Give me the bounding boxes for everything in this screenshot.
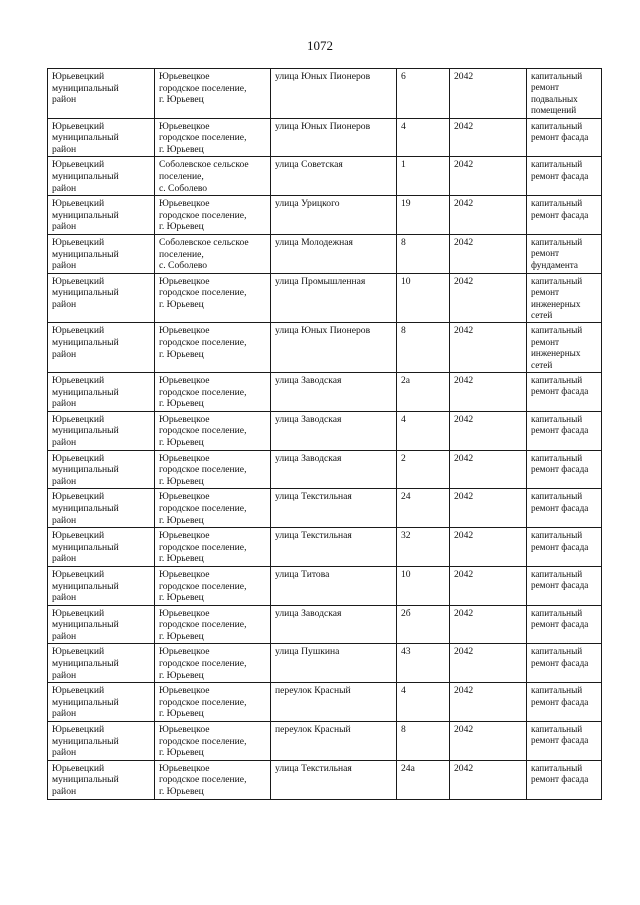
year-cell: 2042 (450, 273, 527, 323)
work-type-cell: капитальный ремонт фасада (527, 605, 602, 644)
year-cell: 2042 (450, 373, 527, 412)
work-type-cell: капитальный ремонт фасада (527, 157, 602, 196)
work-type-cell: капитальный ремонт фасада (527, 528, 602, 567)
table-row (48, 605, 602, 644)
table-row (48, 118, 602, 157)
settlement-cell: Соболевское сельское поселение, с. Соболево (155, 234, 271, 273)
district-cell: Юрьевецкий муниципальный район (48, 644, 155, 683)
table-row (48, 273, 602, 323)
house-number-cell: 1 (397, 157, 450, 196)
street-cell: улица Промышленная (271, 273, 397, 323)
settlement-cell: Юрьевецкое городское поселение, г. Юрьевец (155, 450, 271, 489)
house-number-cell: 32 (397, 528, 450, 567)
year-cell: 2042 (450, 196, 527, 235)
year-cell: 2042 (450, 722, 527, 761)
house-number-cell: 8 (397, 323, 450, 373)
year-cell: 2042 (450, 69, 527, 119)
street-cell: улица Титова (271, 566, 397, 605)
district-cell: Юрьевецкий муниципальный район (48, 450, 155, 489)
work-type-cell: капитальный ремонт подвальных помещений (527, 69, 602, 119)
year-cell: 2042 (450, 528, 527, 567)
district-cell: Юрьевецкий муниципальный район (48, 489, 155, 528)
settlement-cell: Юрьевецкое городское поселение, г. Юрьевец (155, 411, 271, 450)
year-cell: 2042 (450, 411, 527, 450)
street-cell: улица Заводская (271, 411, 397, 450)
settlement-cell: Юрьевецкое городское поселение, г. Юрьевец (155, 323, 271, 373)
year-cell: 2042 (450, 118, 527, 157)
work-type-cell: капитальный ремонт фасада (527, 411, 602, 450)
house-number-cell: 43 (397, 644, 450, 683)
work-type-cell: капитальный ремонт фасада (527, 644, 602, 683)
house-number-cell: 2а (397, 373, 450, 412)
house-number-cell: 6 (397, 69, 450, 119)
district-cell: Юрьевецкий муниципальный район (48, 683, 155, 722)
district-cell: Юрьевецкий муниципальный район (48, 196, 155, 235)
house-number-cell: 24 (397, 489, 450, 528)
repair-schedule-table (47, 68, 602, 800)
work-type-cell: капитальный ремонт фасада (527, 722, 602, 761)
street-cell: улица Юных Пионеров (271, 118, 397, 157)
district-cell: Юрьевецкий муниципальный район (48, 566, 155, 605)
table-row (48, 528, 602, 567)
settlement-cell: Юрьевецкое городское поселение, г. Юрьевец (155, 528, 271, 567)
street-cell: улица Урицкого (271, 196, 397, 235)
settlement-cell: Юрьевецкое городское поселение, г. Юрьевец (155, 489, 271, 528)
district-cell: Юрьевецкий муниципальный район (48, 528, 155, 567)
table-row (48, 644, 602, 683)
year-cell: 2042 (450, 605, 527, 644)
work-type-cell: капитальный ремонт фасада (527, 373, 602, 412)
street-cell: переулок Красный (271, 683, 397, 722)
work-type-cell: капитальный ремонт фасада (527, 450, 602, 489)
district-cell: Юрьевецкий муниципальный район (48, 118, 155, 157)
street-cell: улица Юных Пионеров (271, 323, 397, 373)
table-row (48, 722, 602, 761)
year-cell: 2042 (450, 157, 527, 196)
work-type-cell: капитальный ремонт фасада (527, 489, 602, 528)
table-row (48, 760, 602, 799)
table-row (48, 566, 602, 605)
settlement-cell: Юрьевецкое городское поселение, г. Юрьевец (155, 605, 271, 644)
work-type-cell: капитальный ремонт фасада (527, 118, 602, 157)
house-number-cell: 2 (397, 450, 450, 489)
district-cell: Юрьевецкий муниципальный район (48, 605, 155, 644)
table-row (48, 683, 602, 722)
year-cell: 2042 (450, 234, 527, 273)
street-cell: улица Советская (271, 157, 397, 196)
table-row (48, 69, 602, 119)
house-number-cell: 8 (397, 234, 450, 273)
district-cell: Юрьевецкий муниципальный район (48, 760, 155, 799)
settlement-cell: Юрьевецкое городское поселение, г. Юрьевец (155, 373, 271, 412)
table-row (48, 450, 602, 489)
table-row (48, 489, 602, 528)
house-number-cell: 4 (397, 411, 450, 450)
street-cell: улица Текстильная (271, 760, 397, 799)
work-type-cell: капитальный ремонт фундамента (527, 234, 602, 273)
settlement-cell: Юрьевецкое городское поселение, г. Юрьевец (155, 118, 271, 157)
table-row (48, 411, 602, 450)
settlement-cell: Юрьевецкое городское поселение, г. Юрьевец (155, 196, 271, 235)
work-type-cell: капитальный ремонт фасада (527, 760, 602, 799)
table-body (48, 69, 602, 800)
street-cell: улица Пушкина (271, 644, 397, 683)
year-cell: 2042 (450, 683, 527, 722)
table-row (48, 323, 602, 373)
year-cell: 2042 (450, 323, 527, 373)
house-number-cell: 8 (397, 722, 450, 761)
district-cell: Юрьевецкий муниципальный район (48, 411, 155, 450)
house-number-cell: 10 (397, 273, 450, 323)
work-type-cell: капитальный ремонт фасада (527, 683, 602, 722)
street-cell: переулок Красный (271, 722, 397, 761)
table-row (48, 234, 602, 273)
settlement-cell: Юрьевецкое городское поселение, г. Юрьевец (155, 683, 271, 722)
street-cell: улица Текстильная (271, 528, 397, 567)
street-cell: улица Текстильная (271, 489, 397, 528)
house-number-cell: 10 (397, 566, 450, 605)
street-cell: улица Молодежная (271, 234, 397, 273)
settlement-cell: Соболевское сельское поселение, с. Соболево (155, 157, 271, 196)
settlement-cell: Юрьевецкое городское поселение, г. Юрьевец (155, 722, 271, 761)
house-number-cell: 19 (397, 196, 450, 235)
district-cell: Юрьевецкий муниципальный район (48, 69, 155, 119)
work-type-cell: капитальный ремонт инженерных сетей (527, 273, 602, 323)
settlement-cell: Юрьевецкое городское поселение, г. Юрьевец (155, 69, 271, 119)
house-number-cell: 2б (397, 605, 450, 644)
page-number: 1072 (307, 38, 333, 53)
work-type-cell: капитальный ремонт фасада (527, 196, 602, 235)
street-cell: улица Заводская (271, 450, 397, 489)
house-number-cell: 4 (397, 683, 450, 722)
house-number-cell: 4 (397, 118, 450, 157)
district-cell: Юрьевецкий муниципальный район (48, 273, 155, 323)
district-cell: Юрьевецкий муниципальный район (48, 323, 155, 373)
street-cell: улица Юных Пионеров (271, 69, 397, 119)
year-cell: 2042 (450, 566, 527, 605)
year-cell: 2042 (450, 489, 527, 528)
year-cell: 2042 (450, 450, 527, 489)
table-row (48, 196, 602, 235)
settlement-cell: Юрьевецкое городское поселение, г. Юрьевец (155, 273, 271, 323)
settlement-cell: Юрьевецкое городское поселение, г. Юрьевец (155, 644, 271, 683)
year-cell: 2042 (450, 760, 527, 799)
settlement-cell: Юрьевецкое городское поселение, г. Юрьевец (155, 760, 271, 799)
district-cell: Юрьевецкий муниципальный район (48, 373, 155, 412)
district-cell: Юрьевецкий муниципальный район (48, 722, 155, 761)
street-cell: улица Заводская (271, 605, 397, 644)
table-row (48, 373, 602, 412)
year-cell: 2042 (450, 644, 527, 683)
table-row (48, 157, 602, 196)
settlement-cell: Юрьевецкое городское поселение, г. Юрьевец (155, 566, 271, 605)
street-cell: улица Заводская (271, 373, 397, 412)
work-type-cell: капитальный ремонт инженерных сетей (527, 323, 602, 373)
district-cell: Юрьевецкий муниципальный район (48, 157, 155, 196)
district-cell: Юрьевецкий муниципальный район (48, 234, 155, 273)
house-number-cell: 24а (397, 760, 450, 799)
work-type-cell: капитальный ремонт фасада (527, 566, 602, 605)
